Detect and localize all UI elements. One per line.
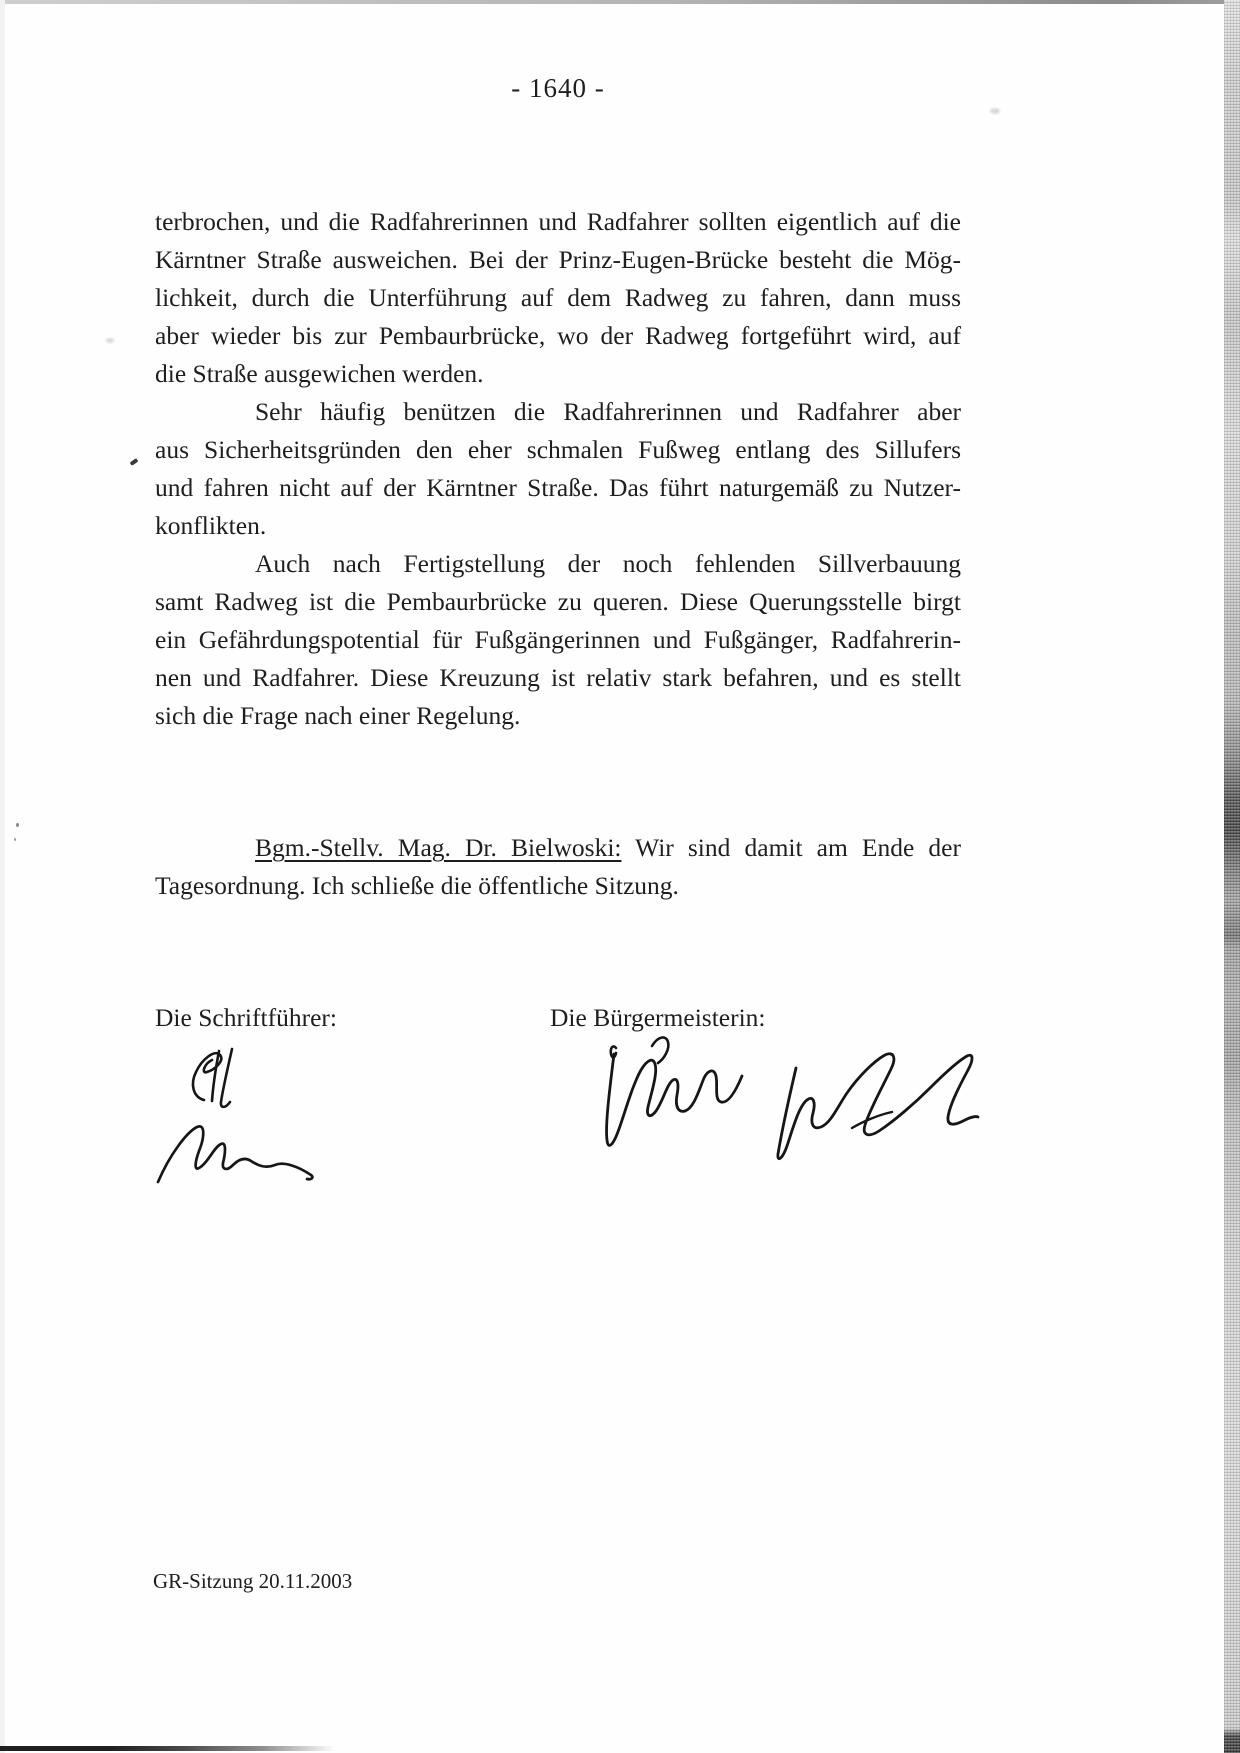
text-line: aber wieder bis zur Pembaurbrücke, wo der Radweg fortgeführt wird, auf (155, 321, 961, 350)
text-line: samt Radweg ist die Pembaurbrücke zu queren. Diese Querungsstelle birgt (155, 587, 961, 616)
text-line: konflikten. (155, 511, 267, 540)
speaker-name: Bgm.-Stellv. Mag. Dr. Bielwoski: (255, 833, 622, 862)
scan-artifact-top-edge (0, 0, 1240, 4)
paragraph (155, 203, 961, 393)
text-line: aus Sicherheitsgründen den eher schmalen Fußweg entlang des Sillufers (155, 435, 961, 464)
scan-artifact-left-edge (0, 0, 5, 1753)
scan-smudge (990, 108, 1000, 114)
closing-line-2: Tagesordnung. Ich schließe die öffentliche Sitzung. (155, 871, 679, 900)
text-line: Sehr häufig benützen die Radfahrerinnen und Radfahrer aber (255, 397, 961, 426)
text-line: Kärntner Straße ausweichen. Bei der Prinz-Eugen-Brücke besteht die Mög- (155, 245, 961, 274)
scan-speck (16, 823, 19, 827)
scan-speck (130, 458, 139, 466)
text-line: die Straße ausgewichen werden. (155, 359, 484, 388)
text-line: lichkeit, durch die Unterführung auf dem Radweg zu fahren, dann muss (155, 283, 961, 312)
page-footer: GR-Sitzung 20.11.2003 (153, 1569, 353, 1593)
text-line: ein Gefährdungspotential für Fußgängerinnen und Fußgänger, Radfahrerin- (155, 625, 961, 654)
scan-smudge (106, 338, 114, 343)
scan-artifact-bottom-edge (0, 1746, 335, 1751)
closing-statement (155, 829, 961, 905)
text-line: terbrochen, und die Radfahrerinnen und Radfahrer sollten eigentlich auf die (155, 207, 961, 236)
text-line: und fahren nicht auf der Kärntner Straße. Das führt naturgemäß zu Nutzer- (155, 473, 961, 502)
paragraph (155, 393, 961, 545)
speaker-speech: Wir sind damit am Ende der (635, 833, 961, 862)
secretary-signature-1 (182, 1046, 254, 1114)
text-line: Auch nach Fertigstellung der noch fehlenden Sillverbauung (255, 549, 961, 578)
text-line: sich die Frage nach einer Regelung. (155, 701, 521, 730)
secretary-signature-2 (152, 1112, 320, 1190)
mayor-signature (600, 1032, 980, 1172)
secretaries-label: Die Schriftführer: (155, 1003, 337, 1032)
body-text (155, 203, 961, 735)
page-number: - 1640 - (511, 73, 605, 103)
scan-speck (14, 838, 16, 841)
paragraph (155, 545, 961, 735)
scan-artifact-right-edge (1224, 0, 1240, 1753)
closing-line-1 (155, 829, 961, 867)
text-line: nen und Radfahrer. Diese Kreuzung ist relativ stark befahren, und es stellt (155, 663, 961, 692)
mayor-label: Die Bürgermeisterin: (550, 1003, 766, 1032)
